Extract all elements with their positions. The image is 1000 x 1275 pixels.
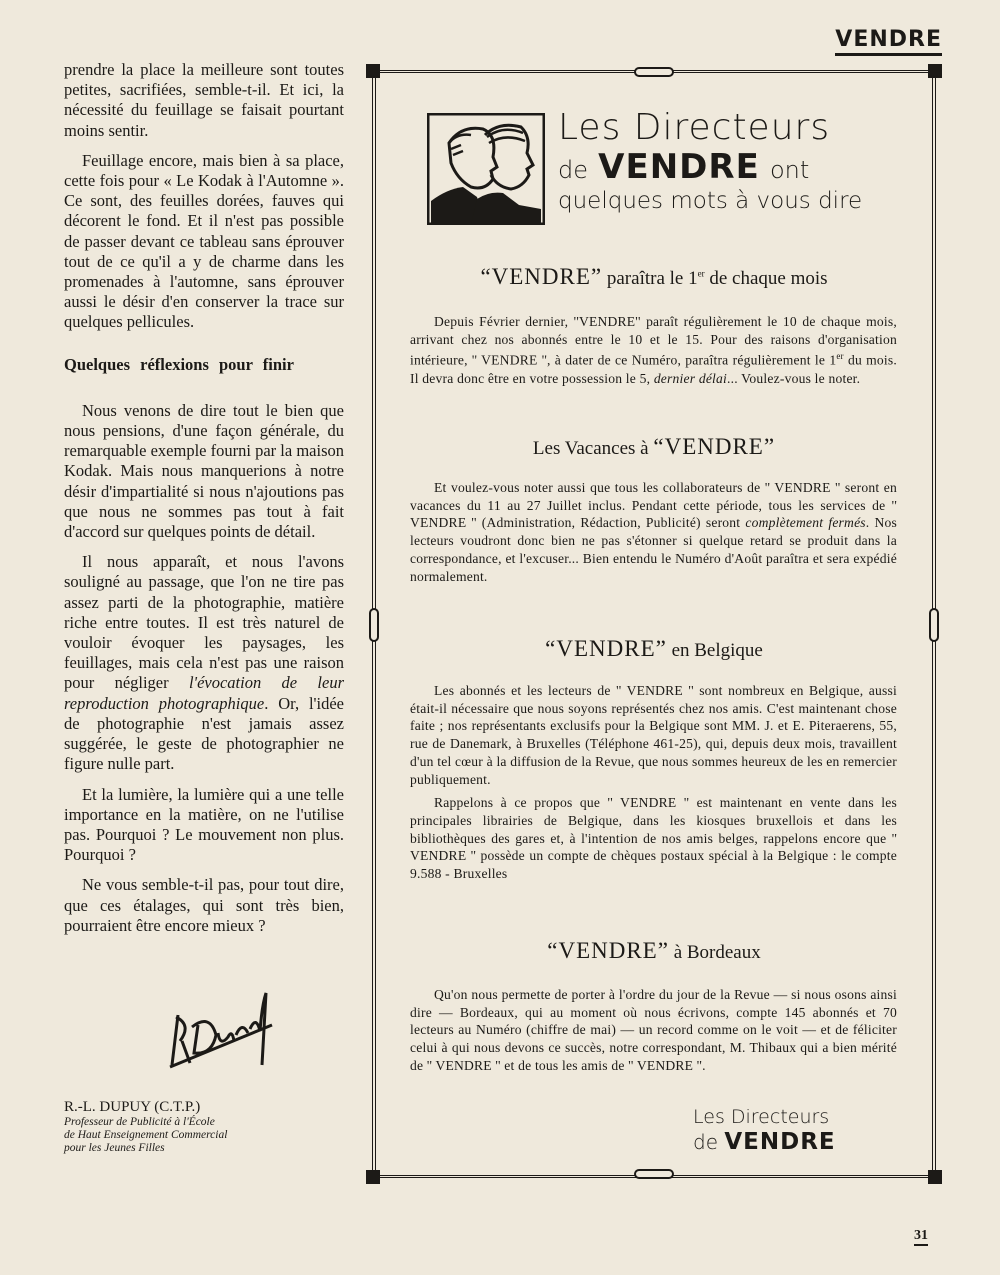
brand-name: “VENDRE” [653, 434, 776, 459]
brand-name: “VENDRE” [480, 264, 603, 289]
brand-name: “VENDRE” [545, 636, 667, 661]
text: de chaque mois [709, 268, 828, 289]
text: . Nos lecteurs voudront donc bien ne pas s'étonner si quelque retard se produit dans la correspondance, et l'excuser... Bien entendu le Numéro d'Août paraîtra et sera expédié normalement. [410, 515, 897, 584]
paragraph [410, 313, 897, 387]
section-body [410, 682, 897, 889]
text: Il nous apparaît, et nous l'avons souligné au passage, que l'on ne tire pas assez parti de la photographie, matière riche entre toutes. Il est très naturel de vouloir évoquer les paysages, les feuillages, mais cela n'est pas une raison pour négliger [64, 552, 344, 693]
text: ... Voulez-vous le noter. [727, 370, 861, 386]
corner-ornament-icon [366, 64, 380, 78]
corner-ornament-icon [928, 1170, 942, 1184]
text: de [558, 156, 588, 184]
directors-portrait-illustration [427, 113, 545, 225]
text: en Belgique [671, 640, 763, 661]
paragraph: Rappelons à ce propos que '' VENDRE '' est maintenant en vente dans les principales librairies de Belgique, dans les kiosques bruxellois et dans les bibliothèques des gares et, à l'intention de nos amis belges, rappelons encore que '' VENDRE '' possède un compte de chèques postaux spécial à la Belgique : le compte 9.588 - Bruxelles [410, 795, 897, 882]
frame-ornament-icon [634, 67, 674, 77]
section-body [410, 986, 897, 1081]
paragraph: Feuillage encore, mais bien à sa place, cette fois pour « Le Kodak à l'Automne ». Ce sont, des feuilles dorées, fauves qui décorent le fond. Et il n'est pas possible de passer devant ce tableau sans éprouver tout de ce qu'il a y de charme dans les promenades à l'automne, sans éprouver aussi le désir d'en conserver la trace sur quelques pellicules. [64, 150, 344, 332]
paragraph: Nous venons de dire tout le bien que nous pensions, d'une façon générale, du remarquable exemple fourni par la maison Kodak. Mais nous manquerions à notre désir d'impartialité si nous n'ajoutions pas que nous ne sommes pas tout à fait d'accord sur quelques points de détail. [64, 400, 344, 542]
corner-ornament-icon [366, 1170, 380, 1184]
superscript: er [697, 268, 705, 279]
sign-off-line [693, 1131, 836, 1154]
text: . Or, l'idée de photographie n'est jamais assez suggérée, le geste de photographier ne figure nulle part. [64, 693, 344, 774]
text: Et voulez-vous noter aussi que tous les collaborateurs de '' VENDRE '' seront en vacances du 11 au 27 Juillet inclus. Pendant cette période, tous les services de '' VENDRE '' (Administration, Rédaction, Publicité) seront [410, 480, 897, 531]
paragraph [410, 479, 897, 585]
emphasis: l'évocation de leur reproduction photographique [64, 673, 344, 713]
text: de [693, 1130, 718, 1154]
text: ont [769, 156, 810, 184]
author-role: de Haut Enseignement Commercial [64, 1129, 228, 1141]
emphasis: dernier délai [653, 370, 728, 386]
text: Depuis Février dernier, ''VENDRE'' paraît régulièrement le 10 de chaque mois, arrivant chez nos abonnés entre le 10 et le 15. Pour des raisons d'organisation intérieure, '' VENDRE '', à dater de ce Numéro, paraîtra régulièrement le 1 [410, 314, 897, 368]
page-number: 31 [914, 1228, 928, 1246]
text: à Bordeaux [673, 942, 761, 963]
section-body [410, 313, 897, 393]
brand-name: VENDRE [724, 1129, 836, 1155]
corner-ornament-icon [928, 64, 942, 78]
headline-line: quelques mots à vous dire [558, 188, 863, 214]
brand-name: “VENDRE” [547, 938, 669, 963]
paragraph: Qu'on nous permette de porter à l'ordre du jour de la Revue — si nous osons ainsi dire — Bordeaux, qui au moment où nous écrivons, compte 145 abonnés et 70 lecteurs au Numéro (chiffre de mai) — un record comme on le voit — et de féliciter celui à qui nous devons ce succès, notre correspondant, M. Thibaux qui a bien mérité de '' VENDRE '' et de tous les amis de '' VENDRE ''. [410, 987, 897, 1073]
section-title [380, 434, 928, 460]
author-role: Professeur de Publicité à l'École [64, 1116, 215, 1128]
superscript: er [836, 351, 844, 362]
paragraph: Ne vous semble-t-il pas, pour tout dire, que ces étalages, qui sont très bien, pourraient être encore mieux ? [64, 875, 344, 935]
text: Les Vacances à [532, 438, 649, 459]
section-heading: Quelques réflexions pour finir [64, 354, 294, 374]
author-name: R.-L. DUPUY (C.T.P.) [64, 1099, 201, 1115]
notice-headline [558, 107, 898, 214]
author-credit [64, 1098, 344, 1155]
headline-line [558, 147, 898, 187]
author-role: pour les Jeunes Filles [64, 1142, 165, 1154]
section-body [410, 479, 897, 591]
paragraph: Les abonnés et les lecteurs de '' VENDRE '' sont nombreux en Belgique, aussi était-il nécessaire que nous soyons représentés chez nos amis. C'est maintenant chose faite ; nos représentants exclusifs pour la Belgique sont MM. J. et E. Piteraerens, 55, rue de Danemark, à Bruxelles (Téléphone 461-25), qui, depuis deux mois, travaillent d'un tel cœur à la diffusion de la Revue, que nous sommes heureux de les en remercier publiquement. [410, 683, 897, 787]
handwritten-signature [152, 985, 282, 1080]
frame-ornament-icon [634, 1169, 674, 1179]
article-column [64, 60, 344, 946]
sign-off-line: Les Directeurs [693, 1106, 830, 1128]
frame-ornament-icon [369, 608, 379, 642]
paragraph [64, 552, 344, 774]
text: du mois. Il devra donc être en votre possession le 5, [410, 352, 897, 386]
frame-ornament-icon [929, 608, 939, 642]
text: paraîtra le 1 [606, 268, 698, 289]
section-title [380, 264, 928, 290]
notice-sign-off [693, 1108, 836, 1154]
paragraph: prendre la place la meilleure sont toutes petites, sacrifiées, semble-t-il. Et ici, la nécessité du feuillage se faisait pourtant moins sentir. [64, 60, 344, 140]
emphasis: complètement fermés [745, 515, 866, 531]
paragraph: Et la lumière, la lumière qui a une telle importance en la matière, on ne l'utilise pas. Pourquoi ? Le mouvement non plus. Pourquoi ? [64, 784, 344, 865]
section-title [380, 636, 928, 662]
headline-line: Les Directeurs [558, 107, 831, 148]
masthead-logo: VENDRE [835, 28, 942, 56]
section-title [380, 938, 928, 964]
brand-name: VENDRE [598, 147, 760, 187]
